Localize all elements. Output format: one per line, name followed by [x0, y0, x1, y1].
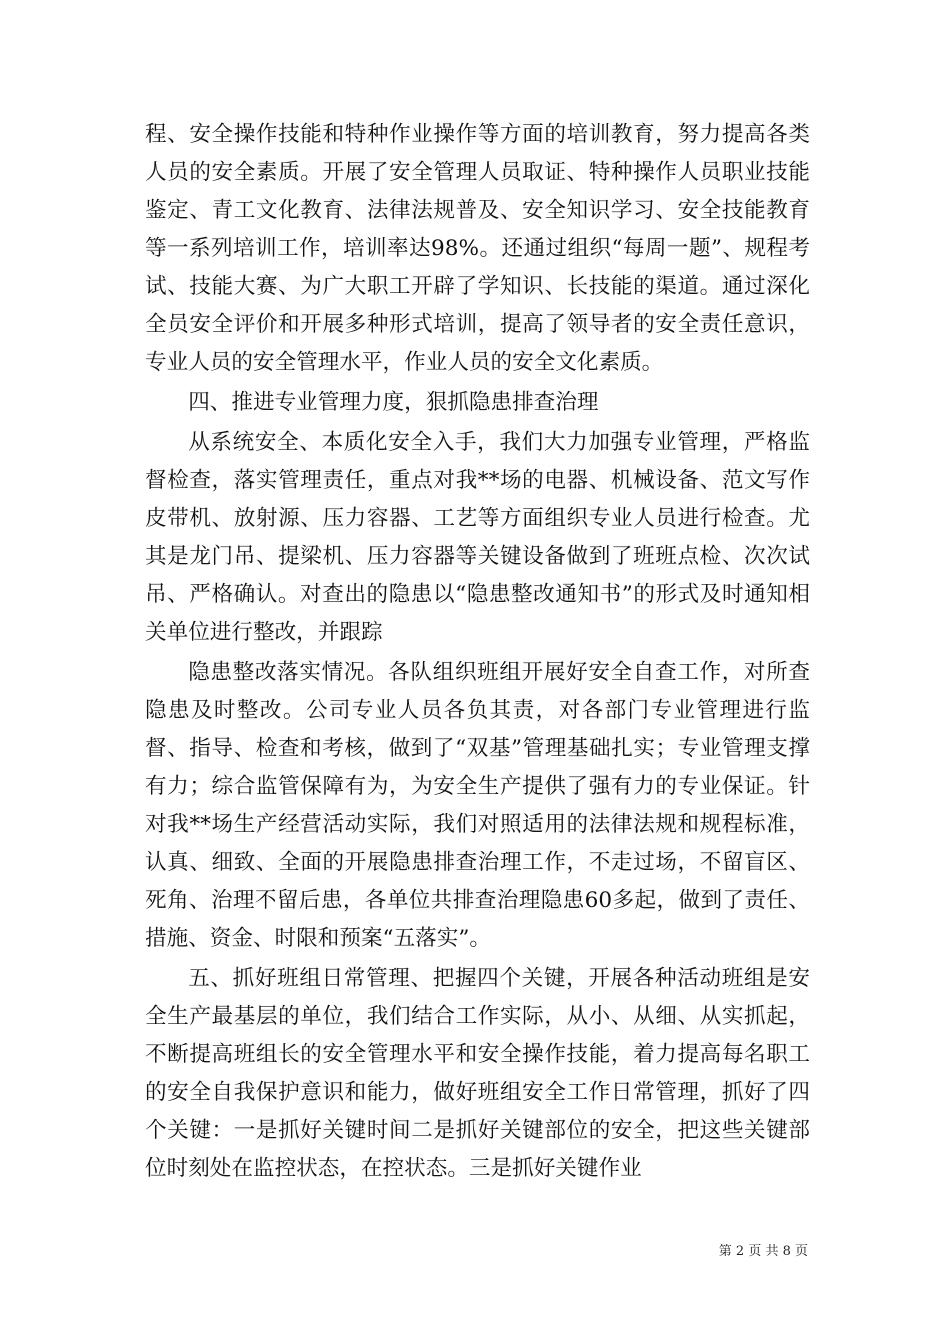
- document-body: [145, 116, 810, 1188]
- paragraph-hazard-rectification: 隐患整改落实情况。各队组织班组开展好安全自查工作，对所查隐患及时整改。公司专业人员各负其责，对各部门专业管理进行监督、指导、检查和考核，做到了“双基”管理基础扎实；专业管理支撑有力；综合监管保障有为，为安全生产提供了强有力的专业保证。针对我**场生产经营活动实际，我们对照适用的法律法规和规程标准，认真、细致、全面的开展隐患排查治理工作，不走过场，不留盲区、死角、治理不留后患，各单位共排查治理隐患60多起，做到了责任、措施、资金、时限和预案“五落实”。: [145, 660, 810, 951]
- paragraph-professional-management: 从系统安全、本质化安全入手，我们大力加强专业管理，严格监督检查，落实管理责任，重点对我**场的电器、机械设备、范文写作皮带机、放射源、压力容器、工艺等方面组织专业人员进行检查。尤其是龙门吊、提梁机、压力容器等关键设备做到了班班点检、次次试吊、严格确认。对查出的隐患以“隐患整改通知书”的形式及时通知相关单位进行整改，并跟踪: [145, 430, 810, 645]
- paragraph-team-management: 五、抓好班组日常管理、把握四个关键，开展各种活动班组是安全生产最基层的单位，我们结合工作实际，从小、从细、从实抓起，不断提高班组长的安全管理水平和安全操作技能，着力提高每名职工的安全自我保护意识和能力，做好班组安全工作日常管理，抓好了四个关键：一是抓好关键时间二是抓好关键部位的安全，把这些关键部位时刻处在监控状态，在控状态。三是抓好关键作业: [145, 966, 810, 1181]
- page-footer: [0, 1244, 950, 1260]
- paragraph-training: 程、安全操作技能和特种作业操作等方面的培训教育，努力提高各类人员的安全素质。开展了安全管理人员取证、特种操作人员职业技能鉴定、青工文化教育、法律法规普及、安全知识学习、安全技能教育等一系列培训工作，培训率达98%。还通过组织“每周一题”、规程考试、技能大赛、为广大职工开辟了学知识、长技能的渠道。通过深化全员安全评价和开展多种形式培训，提高了领导者的安全责任意识，专业人员的安全管理水平，作业人员的安全文化素质。: [145, 122, 810, 375]
- page-number-indicator: 第 2 页 共 8 页: [718, 1244, 808, 1259]
- section-heading-four: 四、推进专业管理力度，狠抓隐患排查治理: [188, 390, 599, 415]
